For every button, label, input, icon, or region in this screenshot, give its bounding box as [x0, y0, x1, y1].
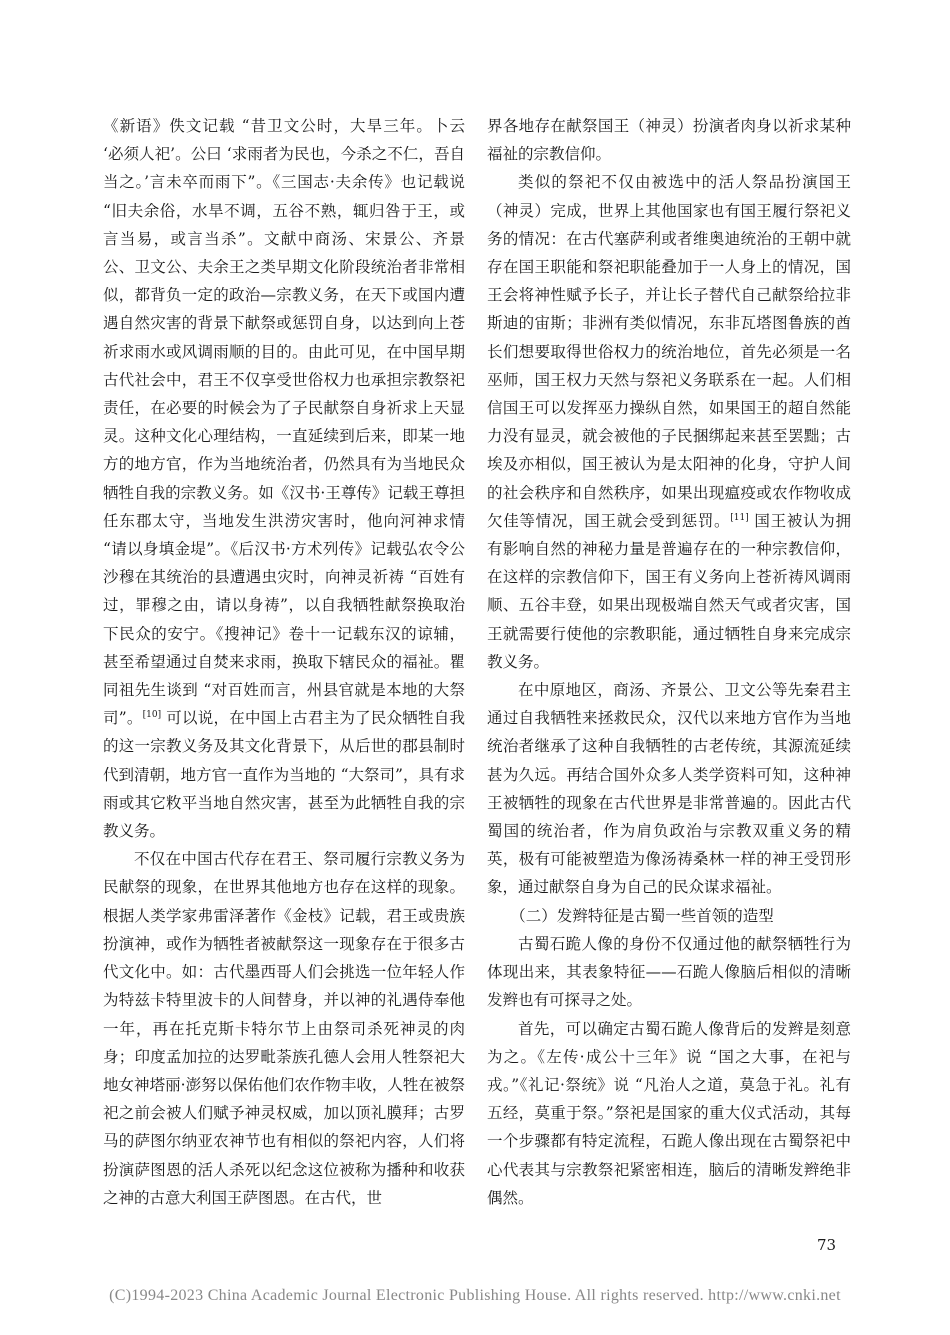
- paragraph: 界各地存在献祭国王（神灵）扮演者肉身以祈求某种福祉的宗教信仰。: [487, 117, 851, 164]
- paragraph: 首先，可以确定古蜀石跪人像背后的发辫是刻意为之。《左传·成公十三年》说 “国之大事，在祀与戎。”《礼记·祭统》说 “凡治人之道，莫急于礼。礼有五经，莫重于祭。”祭祀是国家的重大仪式活动，其每一个步骤都有特定流程，石跪人像出现在古蜀祭祀中心代表其与宗教祭祀紧密相连，脑后的清晰发辫绝非偶然。: [487, 1019, 851, 1207]
- paragraph-text: 类似的祭祀不仅由被选中的活人祭品扮演国王（神灵）完成，世界上其他国家也有国王履行祭祀义务的情况：在古代塞萨利或者维奥迪统治的王朝中就存在国王职能和祭祀职能叠加于一人身上的情况，国王会将神性赋予长子，并让长子替代自己献祭给拉非斯迪的宙斯；非洲有类似情况，东非瓦塔图鲁族的酋长们想要取得世俗权力的统治地位，首先必须是一名巫师，国王权力天然与祭祀义务联系在一起。人们相信国王可以发挥巫力操纵自然，如果国王的超自然能力没有显灵，就会被他的子民捆绑起来甚至罢黜；古埃及亦相似，国王被认为是太阳神的化身，守护人间的社会秩序和自然秩序，如果出现瘟疫或农作物收成欠佳等情况，国王就会受到惩罚。: [487, 173, 851, 530]
- section-heading: （二）发辫特征是古蜀一些首领的造型: [510, 906, 774, 925]
- paragraph: [487, 168, 851, 676]
- paragraph-text: 国王被认为拥有影响自然的神秘力量是普遍存在的一种宗教信仰，在这样的宗教信仰下，国王有义务向上苍祈祷风调雨顺、五谷丰登，如果出现极端自然天气或者灾害，国王就需要行使他的宗教职能，通过牺牲自身来完成宗教义务。: [487, 511, 851, 671]
- paragraph-text: 可以说，在中国上古君主为了民众牺牲自我的这一宗教义务及其文化背景下，从后世的郡县制时代到清朝，地方官一直作为当地的 “大祭司”，具有求雨或其它敉平当地自然灾害，甚至为此牺牲自我的宗教义务。: [103, 709, 465, 841]
- paragraph: 古蜀石跪人像的身份不仅通过他的献祭牺牲行为体现出来，其表象特征——石跪人像脑后相似的清晰发辫也有可探寻之处。: [487, 934, 851, 1010]
- right-column: [487, 112, 851, 1212]
- paragraph: 在中原地区，商汤、齐景公、卫文公等先秦君主通过自我牺牲来拯救民众，汉代以来地方官作为当地统治者继承了这种自我牺牲的古老传统，其源流延续甚为久远。再结合国外众多人类学资料可知，这种神王被牺牲的现象在古代世界是非常普遍的。因此古代蜀国的统治者，作为肩负政治与宗教双重义务的精英，极有可能被塑造为像汤祷桑林一样的神王受罚形象，通过献祭自身为自己的民众谋求福祉。: [487, 681, 851, 897]
- paragraph: 不仅在中国古代存在君王、祭司履行宗教义务为民献祭的现象，在世界其他地方也存在这样的现象。根据人类学家弗雷泽著作《金枝》记载，君王或贵族扮演神，或作为牺牲者被献祭这一现象存在于很多古代文化中。如：古代墨西哥人们会挑选一位年轻人作为特兹卡特里波卡的人间替身，并以神的礼遇侍奉他一年，再在托克斯卡特尔节上由祭司杀死神灵的肉身；印度孟加拉的达罗毗荼族孔德人会用人牲祭祀大地女神塔丽·澎努以保佑他们农作物丰收，人牲在被祭祀之前会被人们赋予神灵权威，加以顶礼膜拜；古罗马的萨图尔纳亚农神节也有相似的祭祀内容，人们将扮演萨图恩的活人杀死以纪念这位被称为播种和收获之神的古意大利国王萨图恩。在古代，世: [103, 850, 465, 1207]
- footnote-ref[interactable]: [10]: [142, 710, 162, 721]
- page-number: 73: [817, 1236, 837, 1254]
- left-column: [103, 112, 465, 1212]
- copyright-footer: (C)1994-2023 China Academic Journal Electronic Publishing House. All rights reserved. http://www.cnki.net: [109, 1287, 841, 1304]
- paragraph: [103, 112, 465, 845]
- paragraph-text: 《新语》佚文记载 “昔卫文公时，大旱三年。卜云 ‘必须人祀’。公曰 ‘求雨者为民也，今杀之不仁，吾自当之。’言未卒而雨下”。《三国志·夫余传》也记载说 “旧夫余俗，水旱不调，五谷不熟，辄归咎于王，或言当易，或言当杀”。文献中商汤、宋景公、齐景公、卫文公、夫余王之类早期文化阶段统治者非常相似，都背负一定的政治—宗教义务，在天下或国内遭遇自然灾害的背景下献祭或惩罚自身，以达到向上苍祈求雨水或风调雨顺的目的。由此可见，在中国早期古代社会中，君王不仅享受世俗权力也承担宗教祭祀责任，在必要的时候会为了子民献祭自身祈求上天显灵。这种文化心理结构，一直延续到后来，即某一地方的地方官，作为当地统治者，仍然具有为当地民众牺牲自我的宗教义务。如《汉书·王尊传》记载王尊担任东郡太守，当地发生洪涝灾害时，他向河神求情 “请以身填金堤”。《后汉书·方术列传》记载弘农令公沙穆在其统治的县遭遇虫灾时，向神灵祈祷 “百姓有过，罪穆之由，请以身祷”，以自我牺牲献祭换取治下民众的安宁。《搜神记》卷十一记载东汉的谅辅，甚至希望通过自焚来求雨，换取下辖民众的福祉。瞿同祖先生谈到 “对百姓而言，州县官就是本地的大祭司”。: [103, 117, 465, 728]
- footnote-ref[interactable]: [11]: [730, 512, 749, 523]
